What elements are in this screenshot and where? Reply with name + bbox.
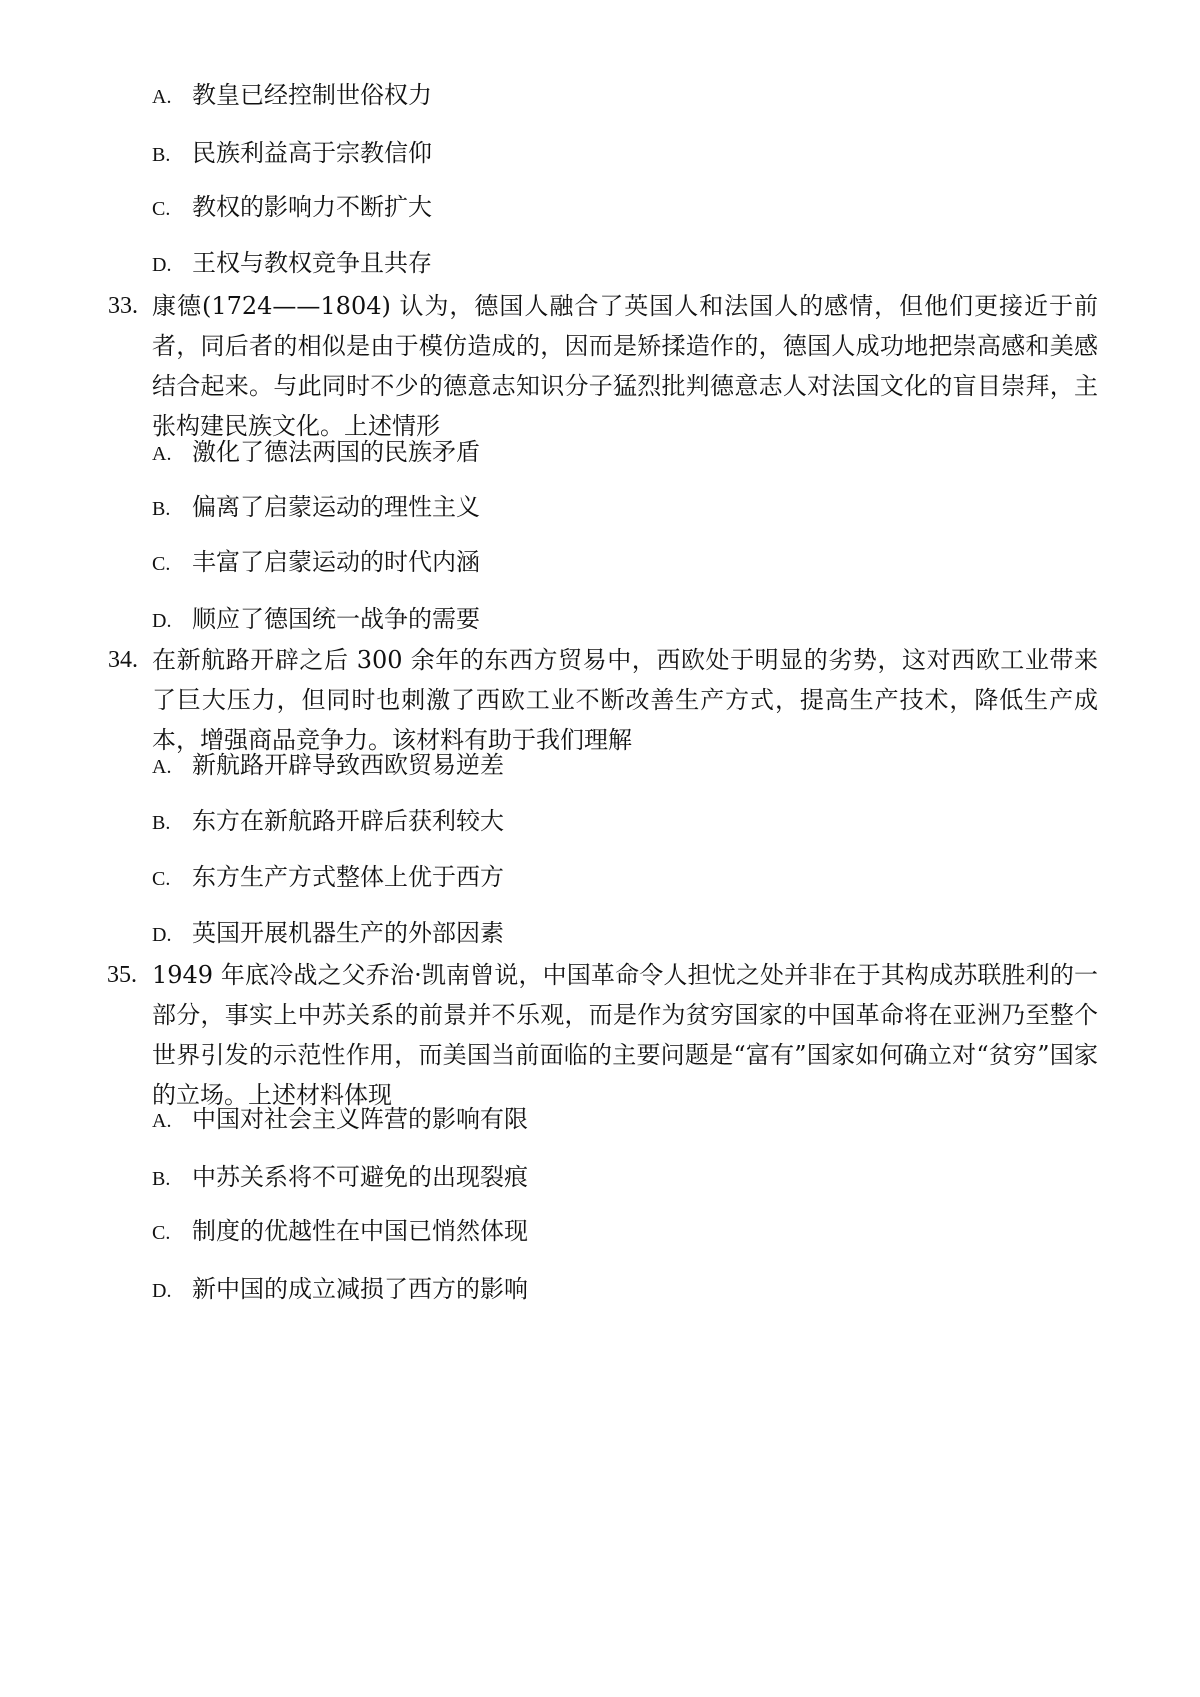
option-text: 新中国的成立减损了西方的影响: [192, 1275, 528, 1303]
option-text: 顺应了德国统一战争的需要: [192, 605, 480, 633]
q32-option-b: [152, 138, 432, 170]
option-text: 教皇已经控制世俗权力: [192, 81, 432, 109]
option-text: 英国开展机器生产的外部因素: [192, 919, 504, 947]
option-letter: B.: [152, 812, 171, 834]
option-text: 激化了德法两国的民族矛盾: [192, 438, 480, 466]
question-stem: 在新航路开辟之后 300 余年的东西方贸易中，西欧处于明显的劣势，这对西欧工业带来了巨大压力，但同时也刺激了西欧工业不断改善生产方式，提高生产技术，降低生产成本，增强商品竞争力。该材料有助于我们理解: [152, 646, 1098, 754]
q33-option-c: [152, 547, 480, 579]
question-number: 33.: [108, 293, 138, 319]
option-text: 东方在新航路开辟后获利较大: [192, 807, 504, 835]
option-letter: C.: [152, 1222, 171, 1244]
option-text: 中国对社会主义阵营的影响有限: [192, 1105, 528, 1133]
option-text: 教权的影响力不断扩大: [192, 193, 432, 221]
option-text: 中苏关系将不可避免的出现裂痕: [192, 1163, 528, 1191]
q33-option-d: [152, 604, 480, 636]
question-34: [108, 640, 1098, 760]
q34-option-b: [152, 806, 504, 838]
option-letter: A.: [152, 1110, 172, 1132]
q35-option-b: [152, 1162, 528, 1194]
option-letter: C.: [152, 868, 171, 890]
option-text: 东方生产方式整体上优于西方: [192, 863, 504, 891]
question-stem: 康德(1724——1804) 认为，德国人融合了英国人和法国人的感情，但他们更接近于前者，同后者的相似是由于模仿造成的，因而是矫揉造作的，德国人成功地把崇高感和美感结合起来。与此同时不少的德意志知识分子猛烈批判德意志人对法国文化的盲目崇拜，主张构建民族文化。上述情形: [152, 292, 1098, 440]
question-35: [108, 955, 1098, 1115]
option-text: 丰富了启蒙运动的时代内涵: [192, 548, 480, 576]
option-letter: B.: [152, 1168, 171, 1190]
option-text: 制度的优越性在中国已悄然体现: [192, 1217, 528, 1245]
option-letter: B.: [152, 144, 171, 166]
q35-option-d: [152, 1274, 528, 1306]
q34-option-c: [152, 862, 504, 894]
option-letter: C.: [152, 198, 171, 220]
q32-option-c: [152, 192, 432, 224]
option-letter: B.: [152, 498, 171, 520]
option-letter: D.: [152, 1280, 172, 1302]
question-33: [108, 286, 1098, 446]
option-letter: A.: [152, 443, 172, 465]
q32-option-a: [152, 80, 432, 112]
q34-option-a: [152, 750, 504, 782]
q33-option-a: [152, 437, 480, 469]
option-text: 新航路开辟导致西欧贸易逆差: [192, 751, 504, 779]
question-number: 35.: [107, 962, 137, 988]
option-letter: A.: [152, 86, 172, 108]
question-stem: 1949 年底冷战之父乔治·凯南曾说，中国革命令人担忧之处并非在于其构成苏联胜利的一部分，事实上中苏关系的前景并不乐观，而是作为贫穷国家的中国革命将在亚洲乃至整个世界引发的示范性作用，而美国当前面临的主要问题是“富有”国家如何确立对“贫穷”国家的立场。上述材料体现: [152, 961, 1098, 1109]
option-letter: A.: [152, 756, 172, 778]
q33-option-b: [152, 492, 480, 524]
option-letter: C.: [152, 553, 171, 575]
question-number: 34.: [108, 647, 138, 673]
option-letter: D.: [152, 924, 172, 946]
q32-option-d: [152, 248, 432, 280]
q35-option-c: [152, 1216, 528, 1248]
option-text: 偏离了启蒙运动的理性主义: [192, 493, 480, 521]
option-letter: D.: [152, 254, 172, 276]
option-text: 民族利益高于宗教信仰: [192, 139, 432, 167]
q34-option-d: [152, 918, 504, 950]
option-letter: D.: [152, 610, 172, 632]
option-text: 王权与教权竞争且共存: [192, 249, 432, 277]
q35-option-a: [152, 1104, 528, 1136]
